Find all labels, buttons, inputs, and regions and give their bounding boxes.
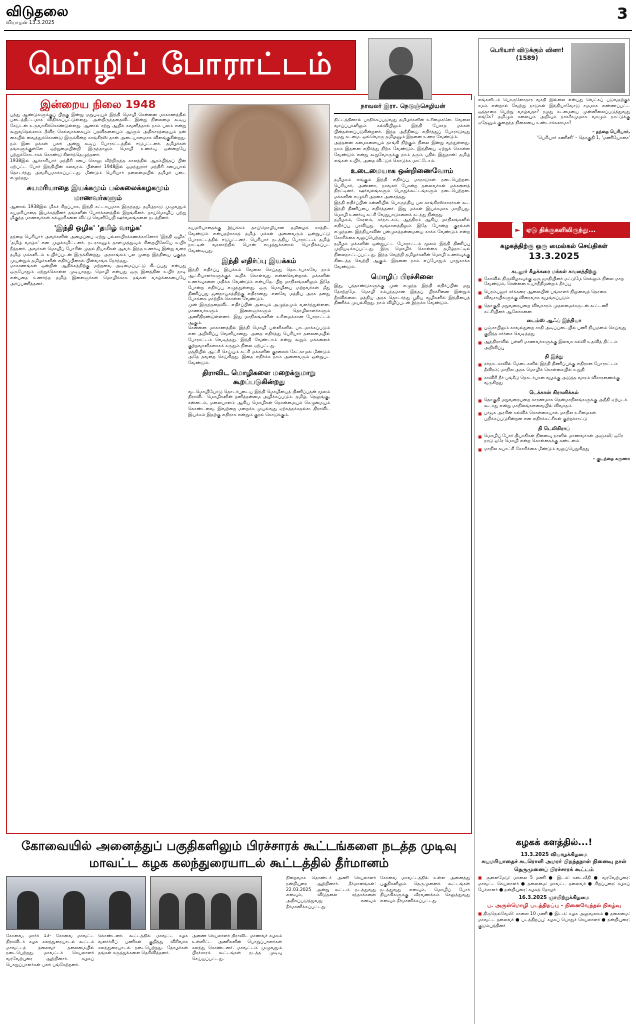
periyar-question-label: பெரியார் விடுக்கும் வினா! (1589) [490, 47, 564, 62]
paragraph: இது, பத்தாண்டுகளுக்கு முன் எழுந்த இந்தி எதிர்ப்பின் மறு தோற்றமே. மொழி சம்பந்தமான இந்தப் பிரச்சினை இன்றும் தீரவில்லை. மத்திய அரசு தொடர்ந்து புதிய வழிகளில் இந்தியைத் திணிக்க முயல்கிறது. நாம் விழிப்புடன் இருக்க வேண்டும். [334, 283, 470, 307]
kalam-heading: கழகக் களத்தில்...! [515, 838, 593, 848]
paragraph: தந்தை பெரியார் அவர்களின் அழைப்பை ஏற்று பல்லாயிரக்கணக்கானோர் 'இந்தி ஒழிக' 'தமிழ் வாழ்க' என முழக்கமிட்டனர். நடராசனும் தாளமுத்துவும் சிறையிலேயே உயிர் நீத்தனர். அவர்கள் மொழிப் போரின் முதல் தியாகிகள் ஆவர். இந்த உணர்வு இன்று வரை தமிழ் மக்களிடம் உயிர்ப்புடன் இருக்கின்றது. அரசாங்கம் பல முறை இந்தியை புகுத்த முயன்றும் தமிழர்களின் எதிர்ப்பினால் பின்வாங்க நேர்ந்தது. [10, 235, 186, 264]
paragraph: இந்தி எதிர்ப்பு இயக்கம் வேலை செய்தது தொடர்பாகவே நாம் ஆட்சியாளர்களுக்குக் கூறிக் கொள்வது என்னவென்றால் மக்களின் உணர்வுகளை மதிக்க வேண்டும் என்பதே. பிற மாநிலங்களிலும் இதே போன்ற எதிர்ப்பு எழுந்துள்ளது. ஒரு மொழியை மற்றவர்கள் மீது திணிப்பது ஜனநாயகத்திற்கு எதிரானது. எனவே மத்திய அரசு தனது போக்கை மாற்றிக் கொள்ள வேண்டும். [188, 268, 330, 303]
history-item: ■ தொகுதி மறுவரையறை காரணமாக தென்மாநிலங்களுக்கு அநீதி ஏற்படக் கூடாது என்று மாநிலங்களவையில் விவாதம் [478, 398, 630, 410]
kalam-date-1: 13.3.2025 வியாழக்கிழமை [520, 851, 588, 858]
bottom-headline [6, 838, 472, 874]
kalam-title-2: ப. அருள்மொழி படத்திறப்பு – நினைவேந்தல் நிகழ்வு [487, 903, 621, 909]
meeting-photo-1 [6, 876, 146, 930]
periyar-photo [571, 43, 625, 93]
heading-unity: உடைமையாக ஒன்றிணைவோம் [350, 166, 454, 175]
history-signature: – குடந்தை கருணா [592, 457, 630, 463]
person-figure [237, 893, 257, 930]
history-item: ■ மாநில சுயாட்சி கோரிக்கை மீண்டும் வலுப்பெறுகிறது [478, 447, 630, 453]
bottom-column-5: கோவை மாவட்டத்தில் உள்ள அனைத்து பகுதிகளிலும் தெருமுனைக் கூட்டங்கள் நடத்துவது எனவும், மொழிப் போர் தியாகிகளுக்கு வீரவணக்கம் செலுத்துவது எனவும் தீர்மானிக்கப்பட்டது. [380, 876, 470, 905]
paragraph: மத்தியில் ஆட்சி செய்யும் கட்சி மக்களின் குரலைக் கேட்காமல் மீண்டும் அதே தவறை செய்கிறது. இதை எதிர்க்க நாம் அனைவரும் ஒன்றுபட வேண்டும். [188, 349, 330, 367]
history-group-sub: டைம்ஸ் ஆஃப் இந்தியா [526, 318, 582, 325]
history-group-sub: கடலூர் கீழக்கரை மக்கள் கவனத்திற்கு [511, 269, 597, 275]
bottom-column-4: நிறைவாக தொண்டர் அணி செயலாளர் நன்றியுரை ஆற்றினார். தீர்மானங்கள்: 22.03.2025 அன்று கூட்டம் நடத்துவது எனவும், விடுதலை சந்தாக்களை அதிகப்படுத்துவது எனவும் தீர்மானிக்கப்பட்டது. [286, 876, 376, 911]
history-item: ■ கர்நாடகாவில் மேடைகளில் இந்தி திணிப்புக்கு எதிரான போராட்டம் தீவிரம்; மாநில அரசு மொழிக் கொள்கையில் உறுதி [478, 362, 630, 374]
person-figure [63, 891, 85, 930]
photo-shirt [209, 181, 311, 222]
photo-face [233, 119, 287, 183]
portrait-head [389, 47, 413, 75]
periyar-question-box [478, 38, 630, 96]
heading-lang: மொழிப் பிரச்சினை [370, 272, 434, 281]
person-figure [211, 893, 231, 930]
paragraph: திட்டத்தினால் பாதிக்கப்படுவது தமிழர்களின் உரிமைகளே. வேலை வாய்ப்புகளிலும் கல்வியிலும் இந்தி பேசாத மக்கள் பின்தள்ளப்படுகின்றனர். இந்த அநீதியை எதிர்த்துப் போராடுவது நமது கடமை. ஒவ்வொரு தமிழனும் இதனை உணர வேண்டும். [334, 118, 470, 141]
bottom-column-3: அணை செயலாளர் திராவிட மாணவர் கழகம் உள்ளிட்ட அணிகளின் பொறுப்பாளர்கள் கலந்து கொண்டனர். மாவட்டம் முழுவதும் பிரச்சாரக் கூட்டங்கள் நடத்த முடிவு செய்யப்பட்டது. [192, 934, 282, 963]
kalam-body-1: ■ சூளைமேடு: மாலை 5 மணி ● இடம்: கடைவீதி ● வரவேற்புரை: மாவட்ட செயலாளர் ● தலைமை: மாவட்ட தலைவர் ● சிறப்புரை: கழகப் பேச்சாளர் ● நன்றியுரை: கழகத் தோழர் [478, 875, 630, 893]
quote-source: 'பெரியார் கணினி' – தொகுதி 1, 'மணியோசை' [537, 135, 630, 141]
meeting-photo-2 [150, 876, 262, 930]
history-group-sub: டெக்கான் கிரானிக்கல் [529, 390, 579, 397]
article-column-3 [334, 118, 470, 830]
history-item: ■ கோவில் திருவிழாவுக்கு ஒரு ஜாதியினர் மட்டுமே செல்லும் நிலை மாற வேண்டும், சென்னை உயர்நீதிமன்றம் தீர்ப்பு [478, 277, 630, 289]
header-rule [4, 30, 632, 31]
arrow-icon: ► [512, 222, 523, 238]
history-item: ■ தொகுதி மறுவரையறை விவகாரம் முதலமைச்சருடன் கூட்டணி கட்சியினர் ஆலோசனை [478, 304, 630, 316]
history-item: ■ மொழிப் போர் தியாகிகள் நினைவு நாளில் மாணவர்கள் அஞ்சலி; ஒரே நாடு ஒரே மொழி என்ற கொள்கைக்கு கண்டனம் [478, 434, 630, 446]
page-number: 3 [616, 4, 628, 23]
paragraph: இந்தி எதிர்ப்பின் கன்னியில் பொருந்திய பல காங்கிரஸ்காரர்கள் கூட இந்தி திணிப்பை எதிர்த்தனர். இது மக்கள் இயக்கமாக மாறியது. மொழி உணர்வு கட்சி வேறுபாடுகளைக் கடந்து நின்றது. [334, 200, 470, 218]
paragraph: பத்து ஆண்டுகளுக்குப் பிறகு இன்று மறுபடியும் இந்தி மொழி சென்னை மாகாணத்தில் படைத்திட்டமாக விதிக்கப்பட்டுள்ளது. அன்றிருந்ததைவிட இன்று நிலைமை கூடிய கேடுடன் உருவாகிக்கொண்டுள்ளது. ஆனால் சற்று ஆறிக் கவனித்தால் நாம் பலம் என்று கூறுவதெல்லாம் தீவிர செல்வாக்கையும் பதவிகளையும் ஆளும் அதிகாரத்தையும் தன் கையில் வைத்துக்கொண்டு இருக்கின்ற காங்கிரஸ் தான் அடையாளமாக விளங்குகின்றது. நம் இன மக்கள் பலர் அன்று கூடிப் போராட்டத்தில் ஈடுபட்டனர். தமிழர்கள் தங்களுக்குள்ளே ஒற்றுமையின்றி இருந்தாலும் மொழி உணர்வு ஒன்றையே பற்றுக்கோடாகக் கொண்டு கிளர்ந்தெழுந்தனர். [10, 112, 186, 159]
paragraph: சென்னை மாகாணத்தில் இந்தி மொழி பள்ளிகளில் பாடமாக்கப்படும் என அறிவிப்பு வெளியானது. அதை எதிர்த்து பெரியார் தலைமையில் போராட்டம் வெடித்தது. இந்தி வேண்டாம் என்று கூறும் மக்களைக் குற்றவாளிகளாகக் கருதும் நிலை ஏற்பட்டது. [188, 326, 330, 349]
paragraph: மாகாணங்கள் ஒன்றின் ஆதிக்கத்திற்கு மற்றவை அடிமைப்பட்டு கிடப்பது என்பது ஒருபோதும் ஏற்றுக்கொள்ள முடியாதது. மொழி என்பது ஒரு இனத்தின் உயிர் நாடி என்பதை உணர்ந்த தமிழ் இளைஞர்கள் மொழிக்காக தங்கள் வாழ்க்கையையே அர்ப்பணித்தனர். [10, 264, 186, 287]
paragraph: அத்தனை சுமைகளையும் தாங்கி நிற்கும் நிலை இன்று வந்துள்ளது. நாம் இதனை எதிர்த்து நிற்க வேண்டும். இந்தியை ஏற்றுக் கொள்ள வேண்டும் என்று கூறுவோருக்கு நாம் தரும் பதில் இதுதான்: தமிழ் எங்கள் உயிர், அதை விட்டுக் கொடுக்க மாட்டோம். [334, 141, 470, 164]
portrait-nedunchezhiyan [368, 38, 432, 100]
paragraph: ஆனால் 1938இல் மிகச் சிறப்பாக, இந்தி கட்டாயமாக இருந்தது. தமிழ்நாடு முழுவதும் சுயமரியாதை இயக்கத்தினர் தங்களின் போர்க்களத்தில் இறங்கினர். தாய்மொழிப் பற்று மிகுந்த மாணவர்கள் கல்லூரிகளை விட்டு வெளியேறி ஊர்வலங்களை நடத்தினர். [10, 204, 186, 222]
kalam-body-2: ■ திருநெல்வேலி: காலை 10 மணி ● இடம்: கழக அலுவலகம் ● தலைமை: மாவட்ட தலைவர் ● படத்திறப்பு: கழகப் பொதுச் செயலாளர் ● நன்றியுரை: குடும்பத்தினர் [478, 911, 630, 929]
portrait-body [379, 75, 423, 100]
history-bar [478, 222, 630, 238]
bottom-headline-1: கோவையில் அனைத்துப் பகுதிகளிலும் பிரச்சாரக் கூட்டங்களை நடத்த முடிவு [21, 838, 457, 853]
portrait-caption: நாவலர் இரா. நெடுஞ்செழியன் [334, 100, 472, 114]
heading-hindi: 'இந்தி ஒழிக' 'தமிழ் வாழ்க' [54, 224, 142, 233]
heading-intro: இன்றைய நிலை 1948 [40, 98, 156, 111]
article-column-2 [188, 226, 330, 830]
bottom-column-1: கோவை, மார்ச் 13– கோவை மாவட்ட திராவிடர் கழக கலந்துரையாடல் கூட்டம் மாவட்டத் தலைவர் தலைமையில் நடைபெற்றது. மாவட்டச் செயலாளர் வரவேற்புரை ஆற்றினார். கழகப் பொறுப்பாளர்கள் பலர் பங்கேற்றனர். [6, 934, 94, 969]
bottom-headline-2: மாவட்ட கழக கலந்துரையாடல் கூட்டத்தில் தீர்மானம் [89, 854, 389, 870]
paragraph: வடமொழியோடு தொடர்புடைய இந்தி மொழியைத் திணிப்பதன் மூலம் திராவிட மொழிகளின் தனித்தன்மை அழிக்கப்படும். தமிழ், தெலுங்கு, கன்னடம், மலையாளம் ஆகிய மொழிகள் தொன்மையும் செழுமையும் கொண்டவை. இவற்றை மறைக்க முயல்வது ஏற்கத்தக்கதல்ல. திராவிட இயக்கம் இதற்கு எதிராக என்றும் குரல் கொடுக்கும். [188, 389, 330, 418]
history-group-sub: தி இந்து [544, 354, 564, 361]
bottom-column-2: கொண்டனர். கூட்டத்தில் மாவட்ட கழக வளர்ச்சிப் பணிகள் குறித்து விரிவாக கலந்துரையாடல் நடைபெற்றது. தோழர்கள் தங்கள் கருத்துக்களை தெரிவித்தனர். [98, 934, 188, 957]
history-date: 13.3.2025 [528, 252, 580, 262]
heading-kal: சுயமரியாதை இயக்கமும் பல்கலைக்கழகமும் மாணவர்களும் [26, 184, 170, 202]
person-figure [109, 891, 131, 930]
kalam-section [478, 838, 630, 1024]
heading-dravida: திராவிட மொழிகளை மறைக்குமாறு கூறப்படுகின்றது [202, 369, 316, 387]
paragraph: 1938இல் ஆச்சாரியார் மந்திரி சபை கொலு வீற்றிருந்த காலத்தில் ஆரம்பித்தப் பின் ஏற்பட்ட போர் இந்தியின் கலவரம். பின்னர் 1948இல் ஓமந்தூரார் மந்திரி சபையால் தொடர்ந்து அவசியமாக்கப்பட்டது. மீண்டும் பெரியார் தலைமையில் தமிழர் படை எழுந்தது. [10, 159, 186, 182]
paragraph: தமிழகம் எங்கும் இந்தி எதிர்ப்பு மாநாடுகள் நடைபெற்றன. பெரியார், அண்ணா, நாவலர் போன்ற தலைவர்கள் மக்களைத் திரட்டினர். ஊர்வலங்களும் பொதுக்கூட்டங்களும் நடைபெற்றன. மக்களின் எழுச்சி அரசை அசைத்தது. [334, 177, 470, 201]
paragraph: சுயமரியாதைக்கு இயக்கம் தாய்மொழியான தமிழைக் காத்திட வேண்டும் என்பதற்காகத் தமிழ் மக்கள் அனைவரும் ஒன்றுபட்டு போராட்டத்தில் ஈடுபட்டனர். பெரியார் நடத்திய போராட்டம் தமிழ் நாட்டின் வரலாற்றில் பொன் எழுத்துக்களால் பொறிக்கப்பட வேண்டியது. [188, 226, 330, 255]
history-item: ■ பஞ்சாபிலும் காவல்துறை சாதி அடிப்படையில் பணி நியமனம் செய்வது குறித்த சர்ச்சை வெடித்தது [478, 326, 630, 338]
person-figure [185, 893, 205, 930]
issue-date: வியாழன் 13.3.2025 [6, 20, 55, 26]
heading-hindi-rise: இந்தி எதிர்ப்பு இயக்கம் [221, 257, 297, 266]
history-item: ■ காவிரி நீர் பங்கீடு தொடர்பான வழக்கு அடுத்த வாரம் விசாரணைக்கு வருகிறது [478, 376, 630, 388]
history-group-sub: தி டெலிகிராப் [538, 426, 570, 432]
history-item: ■ ஆந்திராவில் பள்ளி மாணவர்களுக்கு இலவச கல்வி உதவித் திட்டம் அறிவிப்பு [478, 340, 630, 352]
quote-text: எங்களிடம் பொருளோதார வசதி இல்லை என்பது வெட்கப் படுவதற்குச் சமம் என்றால் வேற்று நாடுகள் இந்தியாவோடு சமமாக எண்ணப்பட்ட ஒத்தாசை பெற்று வாழ்வதா? நமது கடமையை முன்னிலைப்படுத்துவது எங்கே? தமிழும் கலையும் அறிவும் நாகரீகமுமாக வாழும் நாட்டுக்கு ஏதேனும் குறைந்த நிலையை உண்டாக்கலாமா? [478, 98, 630, 127]
kalam-date-2: 16.3.2025 ஞாயிற்றுக்கிழமை [518, 895, 590, 902]
article-column-1 [10, 98, 186, 830]
paragraph: தமிழகம், கேரளம், கர்நாடகம், ஆந்திரம் ஆகிய மாநிலங்களில் எதிர்ப்பு பரவியது. வங்காளத்திலும் இதே போன்ற குரல்கள் எழுந்தன. இந்தியாவின் பன்முகத்தன்மையை காக்க வேண்டும் என்ற கோரிக்கை வலுப்பெற்றது. [334, 218, 470, 241]
person-figure [159, 893, 179, 930]
person-figure [17, 891, 39, 930]
history-title: கழகத்திற்கு ஒரு மைல்கல் செய்திகள் [500, 242, 608, 250]
newspaper-logo: விடுதலை [6, 4, 69, 20]
kalam-title-1: சுயமரியாதைச் சுடரொளி அமரர் பிறந்தநாள் நினைவு நாள் தெருமுனைப் பிரச்சாரக் கூட்டம் [481, 859, 627, 873]
banner-title: மொழிப் போராட்டம் [6, 40, 356, 90]
column-divider [474, 96, 475, 1024]
paragraph: முன் இருந்ததைவிட எதிர்ப்பின் அளவும் அழுத்தமும் வளர்ந்துள்ளன. மாணவர்களும் இளைஞர்களும் தொழிலாளர்களும் அணிதிரண்டுள்ளனர். இது மாநிலங்களின் உரிமைக்கான போராட்டம் ஆகும். [188, 303, 330, 326]
periyar-quote [478, 98, 630, 218]
paragraph: தமிழக மக்களின் ஒன்றுபட்ட போராட்டம் மூலம் இந்தி திணிப்பு முறியடிக்கப்பட்டது. இரு மொழிக் கொள்கை தமிழ்நாட்டில் நிலைநாட்டப்பட்டது. இந்த வெற்றி தமிழர்களின் மொழி உணர்வுக்கு கிடைத்த வெற்றி ஆகும். இதனை நாம் எப்போதும் பாதுகாக்க வேண்டும். [334, 241, 470, 270]
history-item: ■ பெரம்பலூர் சர்க்கரை ஆலையின் பங்காளர் நிலுவைத் தொகை விவசாயிகளுக்கு விரைவாக வழங்கப்படும் [478, 290, 630, 302]
history-bar-label: ஏடு திக்குகளிலிருந்து... [526, 226, 596, 234]
article-photo [188, 104, 330, 222]
quote-attribution: – தந்தை பெரியார், [592, 130, 630, 136]
history-list [478, 266, 630, 834]
history-item: ■ பாஜக அரசின் கல்விக் கொள்கையால் மாநில உரிமைகள் பறிக்கப்படுகின்றன என எதிர்க்கட்சிகள் குற்றச்சாட்டு [478, 411, 630, 423]
